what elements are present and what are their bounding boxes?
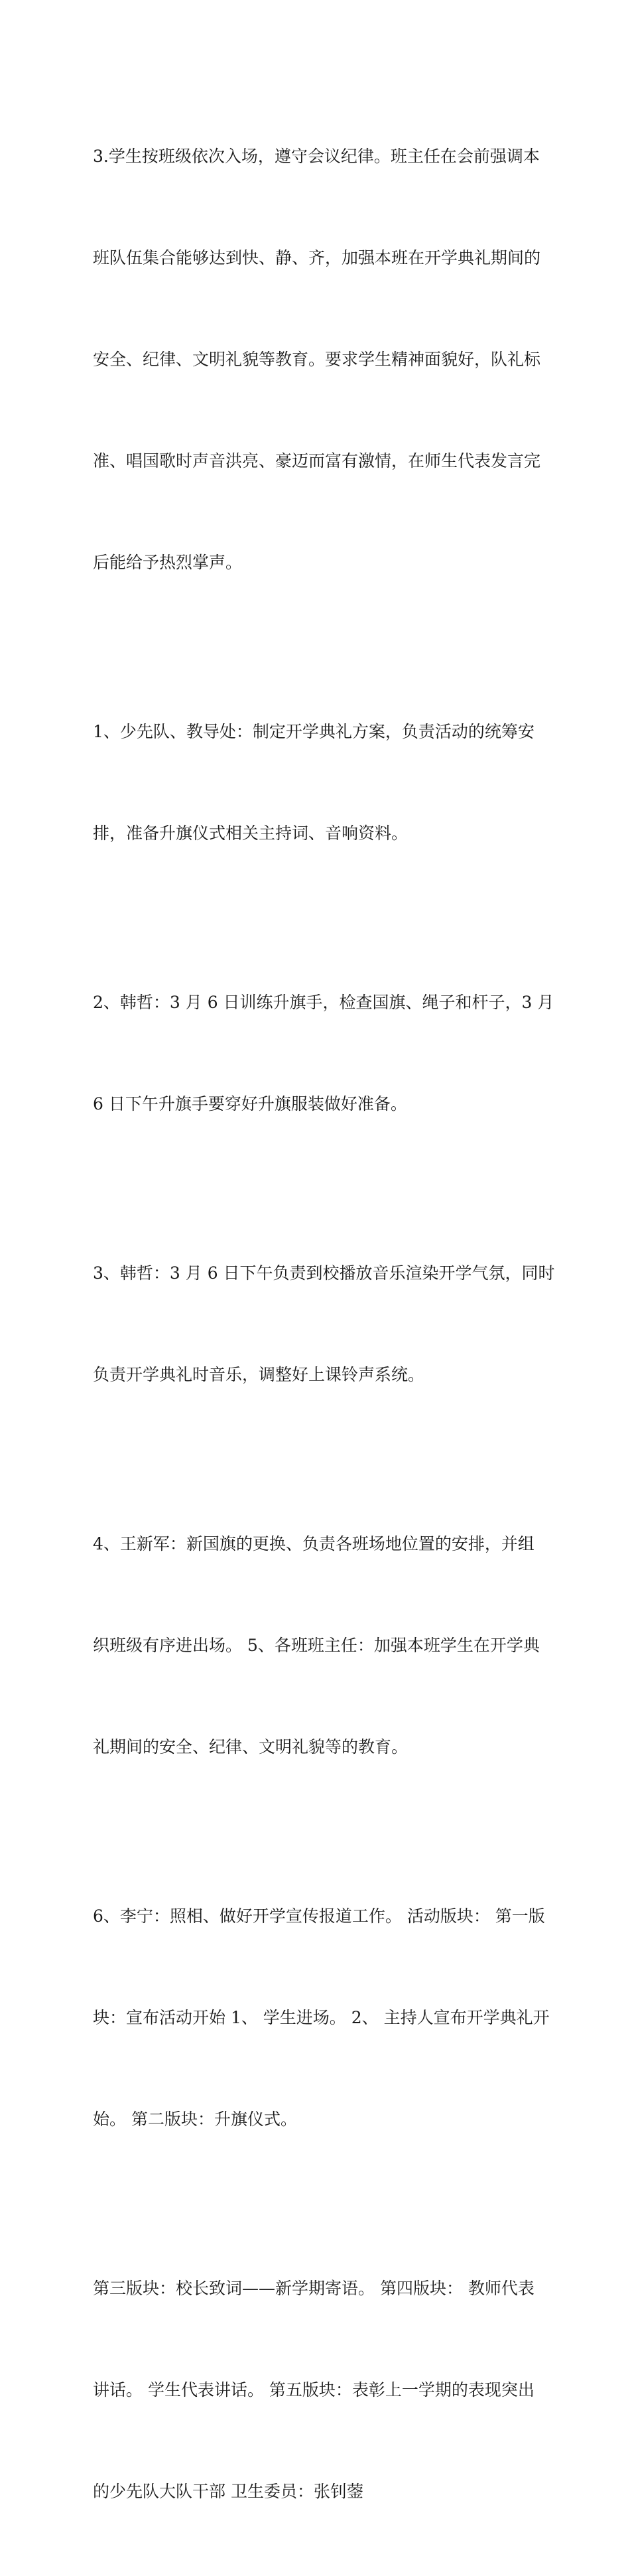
text-line: 第三版块：校长致词——新学期寄语。 第四版块： 教师代表 [93, 2279, 535, 2298]
text-line: 负责开学典礼时音乐，调整好上课铃声系统。 [93, 1365, 425, 1384]
document-body [93, 72, 555, 2576]
text-line: 6 日下午升旗手要穿好升旗服装做好准备。 [93, 1094, 407, 1113]
text-line: 安全、纪律、文明礼貌等教育。要求学生精神面貌好，队礼标 [93, 350, 541, 369]
text-line: 班队伍集合能够达到快、静、齐，加强本班在开学典礼期间的 [93, 248, 541, 267]
text-line: 2、韩哲：3 月 6 日训练升旗手，检查国旗、绳子和杆子，3 月 [93, 993, 554, 1012]
text-line: 4、王新军：新国旗的更换、负责各班场地位置的安排，并组 [93, 1534, 535, 1553]
text-line: 后能给予热烈掌声。 [93, 553, 243, 572]
paragraph-item-4-5 [93, 1459, 544, 1831]
text-line: 的少先队大队干部 卫生委员：张钊蓥 [93, 2482, 363, 2501]
text-line: 3、韩哲：3 月 6 日下午负责到校播放音乐渲染开学气氛，同时 [93, 1263, 555, 1283]
paragraph-item-3 [93, 1188, 555, 1459]
text-line: 排，准备升旗仪式相关主持词、音响资料。 [93, 823, 409, 843]
text-line: 6、李宁：照相、做好开学宣传报道工作。 活动版块： 第一版 [93, 1906, 545, 1926]
text-line: 块：宣布活动开始 1、 学生进场。 2、 主持人宣布开学典礼开 [93, 2008, 550, 2027]
text-line: 织班级有序进出场。 5、各班班主任：加强本班学生在开学典 [93, 1636, 540, 1655]
text-line: 准、唱国歌时声音洪亮、豪迈而富有激情，在师生代表发言完 [93, 451, 541, 470]
paragraph-item-6-activities [93, 1831, 550, 2204]
paragraph-item-2 [93, 918, 554, 1188]
text-line: 3.学生按班级依次入场，遵守会议纪律。班主任在会前强调本 [93, 147, 540, 166]
text-line: 1、少先队、教导处：制定开学典礼方案，负责活动的统筹安 [93, 722, 535, 741]
paragraph-sections-3-5 [93, 2204, 544, 2576]
text-line: 始。 第二版块：升旗仪式。 [93, 2110, 297, 2129]
text-line: 讲话。 学生代表讲话。 第五版块：表彰上一学期的表现突出 [93, 2380, 535, 2399]
paragraph-item-1 [93, 647, 544, 918]
paragraph-assembly-rules [93, 72, 544, 647]
text-line: 礼期间的安全、纪律、文明礼貌等的教育。 [93, 1737, 409, 1756]
